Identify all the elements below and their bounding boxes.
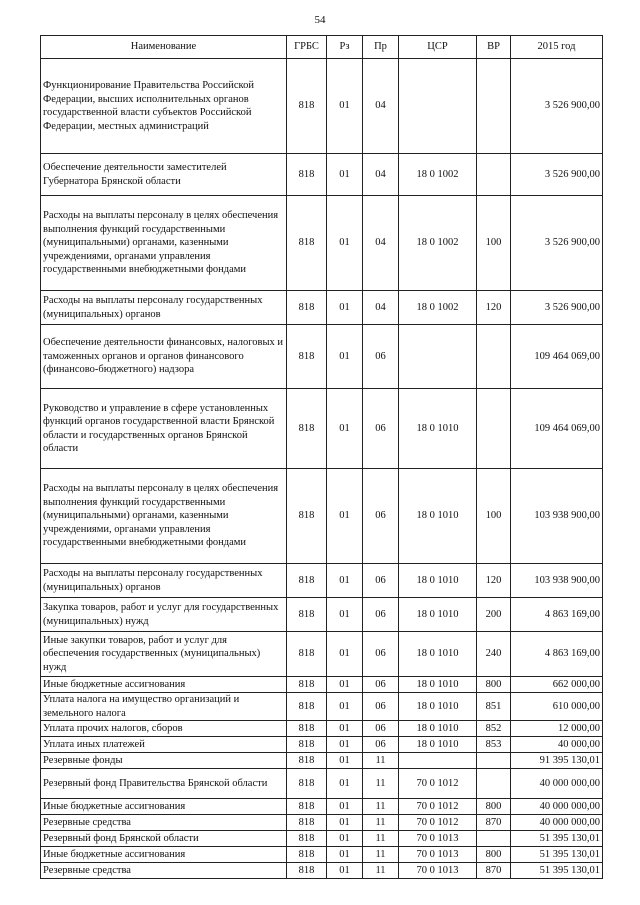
row-sum: 109 464 069,00 (511, 325, 603, 389)
table-row (41, 154, 603, 196)
table-row (41, 737, 603, 753)
row-vr: 870 (477, 863, 511, 879)
row-name: Расходы на выплаты персоналу государственных (муниципальных) органов (41, 291, 287, 325)
row-csr: 70 0 1013 (399, 847, 477, 863)
row-rz: 01 (327, 815, 363, 831)
row-pr: 06 (363, 564, 399, 598)
row-name: Резервные средства (41, 815, 287, 831)
row-rz: 01 (327, 564, 363, 598)
row-vr: 800 (477, 677, 511, 693)
row-vr: 853 (477, 737, 511, 753)
row-rz: 01 (327, 769, 363, 799)
table-row (41, 389, 603, 469)
row-rz: 01 (327, 291, 363, 325)
row-csr: 18 0 1010 (399, 632, 477, 677)
row-rz: 01 (327, 847, 363, 863)
row-vr (477, 753, 511, 769)
row-csr: 18 0 1010 (399, 677, 477, 693)
row-sum: 103 938 900,00 (511, 469, 603, 564)
row-rz: 01 (327, 721, 363, 737)
row-sum: 610 000,00 (511, 693, 603, 721)
row-sum: 40 000,00 (511, 737, 603, 753)
row-rz: 01 (327, 831, 363, 847)
table-row (41, 863, 603, 879)
row-pr: 04 (363, 59, 399, 154)
row-grbs: 818 (287, 847, 327, 863)
row-rz: 01 (327, 598, 363, 632)
row-pr: 06 (363, 737, 399, 753)
row-vr (477, 389, 511, 469)
row-csr: 18 0 1002 (399, 291, 477, 325)
row-grbs: 818 (287, 154, 327, 196)
row-sum: 40 000 000,00 (511, 799, 603, 815)
row-rz: 01 (327, 677, 363, 693)
row-csr (399, 59, 477, 154)
row-csr: 18 0 1010 (399, 693, 477, 721)
row-pr: 11 (363, 753, 399, 769)
row-rz: 01 (327, 469, 363, 564)
row-rz: 01 (327, 389, 363, 469)
row-pr: 11 (363, 815, 399, 831)
row-grbs: 818 (287, 564, 327, 598)
row-csr: 18 0 1010 (399, 564, 477, 598)
row-grbs: 818 (287, 737, 327, 753)
row-vr: 851 (477, 693, 511, 721)
row-vr (477, 831, 511, 847)
row-grbs: 818 (287, 325, 327, 389)
row-vr: 100 (477, 196, 511, 291)
row-csr: 70 0 1013 (399, 863, 477, 879)
row-vr: 870 (477, 815, 511, 831)
row-grbs: 818 (287, 677, 327, 693)
table-row (41, 291, 603, 325)
row-grbs: 818 (287, 721, 327, 737)
row-sum: 51 395 130,01 (511, 863, 603, 879)
row-csr: 70 0 1012 (399, 815, 477, 831)
row-grbs: 818 (287, 59, 327, 154)
header-rz: Рз (327, 36, 363, 59)
header-csr: ЦСР (399, 36, 477, 59)
row-rz: 01 (327, 632, 363, 677)
row-rz: 01 (327, 154, 363, 196)
row-csr: 18 0 1010 (399, 737, 477, 753)
row-sum: 4 863 169,00 (511, 632, 603, 677)
row-pr: 06 (363, 469, 399, 564)
table-row (41, 753, 603, 769)
table-header-row (41, 36, 603, 59)
row-rz: 01 (327, 59, 363, 154)
row-vr: 800 (477, 799, 511, 815)
row-sum: 3 526 900,00 (511, 196, 603, 291)
row-name: Закупка товаров, работ и услуг для государственных (муниципальных) нужд (41, 598, 287, 632)
row-pr: 06 (363, 693, 399, 721)
row-grbs: 818 (287, 389, 327, 469)
row-csr: 18 0 1010 (399, 598, 477, 632)
row-vr: 852 (477, 721, 511, 737)
row-grbs: 818 (287, 693, 327, 721)
row-name: Резервный фонд Правительства Брянской области (41, 769, 287, 799)
row-pr: 06 (363, 389, 399, 469)
row-pr: 06 (363, 721, 399, 737)
row-grbs: 818 (287, 598, 327, 632)
row-csr: 18 0 1002 (399, 154, 477, 196)
row-name: Уплата налога на имущество организаций и земельного налога (41, 693, 287, 721)
row-pr: 06 (363, 632, 399, 677)
header-name: Наименование (41, 36, 287, 59)
row-pr: 04 (363, 291, 399, 325)
row-rz: 01 (327, 753, 363, 769)
row-pr: 06 (363, 677, 399, 693)
row-name: Уплата прочих налогов, сборов (41, 721, 287, 737)
row-grbs: 818 (287, 196, 327, 291)
row-rz: 01 (327, 863, 363, 879)
row-sum: 103 938 900,00 (511, 564, 603, 598)
row-name: Руководство и управление в сфере установленных функций органов государственной власти Брянской области и государственных органов Брянской области (41, 389, 287, 469)
row-pr: 11 (363, 769, 399, 799)
row-csr (399, 325, 477, 389)
row-vr (477, 59, 511, 154)
header-vr: ВР (477, 36, 511, 59)
row-vr: 100 (477, 469, 511, 564)
table-row (41, 469, 603, 564)
row-pr: 04 (363, 154, 399, 196)
table-row (41, 815, 603, 831)
row-sum: 91 395 130,01 (511, 753, 603, 769)
row-name: Иные бюджетные ассигнования (41, 799, 287, 815)
row-rz: 01 (327, 693, 363, 721)
header-year: 2015 год (511, 36, 603, 59)
header-pr: Пр (363, 36, 399, 59)
table-row (41, 677, 603, 693)
row-vr: 120 (477, 564, 511, 598)
header-grbs: ГРБС (287, 36, 327, 59)
row-rz: 01 (327, 325, 363, 389)
row-pr: 06 (363, 598, 399, 632)
row-vr: 240 (477, 632, 511, 677)
table-row (41, 59, 603, 154)
row-csr: 70 0 1012 (399, 769, 477, 799)
table-row (41, 799, 603, 815)
row-name: Уплата иных платежей (41, 737, 287, 753)
row-vr (477, 154, 511, 196)
budget-table (40, 35, 603, 879)
row-csr (399, 753, 477, 769)
table-row (41, 721, 603, 737)
row-sum: 51 395 130,01 (511, 831, 603, 847)
row-name: Резервные фонды (41, 753, 287, 769)
row-csr: 18 0 1010 (399, 721, 477, 737)
row-vr (477, 769, 511, 799)
row-name: Обеспечение деятельности финансовых, налоговых и таможенных органов и органов финансового (финансово-бюджетного) надзора (41, 325, 287, 389)
row-grbs: 818 (287, 863, 327, 879)
row-csr: 18 0 1002 (399, 196, 477, 291)
row-sum: 12 000,00 (511, 721, 603, 737)
row-grbs: 818 (287, 769, 327, 799)
table-row (41, 693, 603, 721)
row-rz: 01 (327, 196, 363, 291)
row-pr: 11 (363, 847, 399, 863)
table-row (41, 632, 603, 677)
row-pr: 11 (363, 831, 399, 847)
row-grbs: 818 (287, 291, 327, 325)
row-sum: 3 526 900,00 (511, 291, 603, 325)
row-pr: 06 (363, 325, 399, 389)
row-rz: 01 (327, 737, 363, 753)
table-row (41, 325, 603, 389)
row-name: Иные закупки товаров, работ и услуг для обеспечения государственных (муниципальных) нужд (41, 632, 287, 677)
row-rz: 01 (327, 799, 363, 815)
row-vr: 800 (477, 847, 511, 863)
page-number: 54 (314, 14, 326, 26)
row-name: Обеспечение деятельности заместителей Губернатора Брянской области (41, 154, 287, 196)
row-sum: 3 526 900,00 (511, 59, 603, 154)
row-name: Иные бюджетные ассигнования (41, 677, 287, 693)
row-name: Резервные средства (41, 863, 287, 879)
row-vr (477, 325, 511, 389)
table-row (41, 564, 603, 598)
row-sum: 3 526 900,00 (511, 154, 603, 196)
row-name: Расходы на выплаты персоналу государственных (муниципальных) органов (41, 564, 287, 598)
row-grbs: 818 (287, 753, 327, 769)
row-csr: 18 0 1010 (399, 469, 477, 564)
row-sum: 662 000,00 (511, 677, 603, 693)
row-csr: 70 0 1013 (399, 831, 477, 847)
row-sum: 51 395 130,01 (511, 847, 603, 863)
row-pr: 04 (363, 196, 399, 291)
row-name: Функционирование Правительства Российской Федерации, высших исполнительных органов государственной власти субъектов Российской Федерации, местных администраций (41, 59, 287, 154)
row-csr: 70 0 1012 (399, 799, 477, 815)
row-grbs: 818 (287, 799, 327, 815)
row-sum: 40 000 000,00 (511, 815, 603, 831)
row-pr: 11 (363, 799, 399, 815)
table-row (41, 598, 603, 632)
row-name: Расходы на выплаты персоналу в целях обеспечения выполнения функций государственными (муниципальными) органами, казенными учреждениями, органами управления государственными внебюджетными фондами (41, 196, 287, 291)
table-row (41, 196, 603, 291)
row-sum: 40 000 000,00 (511, 769, 603, 799)
row-grbs: 818 (287, 632, 327, 677)
row-grbs: 818 (287, 831, 327, 847)
row-name: Иные бюджетные ассигнования (41, 847, 287, 863)
row-grbs: 818 (287, 469, 327, 564)
row-grbs: 818 (287, 815, 327, 831)
table-row (41, 847, 603, 863)
row-name: Расходы на выплаты персоналу в целях обеспечения выполнения функций государственными (муниципальными) органами, казенными учреждениями, органами управления государственными внебюджетными фондами (41, 469, 287, 564)
row-pr: 11 (363, 863, 399, 879)
row-sum: 109 464 069,00 (511, 389, 603, 469)
table-row (41, 769, 603, 799)
row-vr: 200 (477, 598, 511, 632)
row-csr: 18 0 1010 (399, 389, 477, 469)
table-row (41, 831, 603, 847)
row-sum: 4 863 169,00 (511, 598, 603, 632)
row-name: Резервный фонд Брянской области (41, 831, 287, 847)
row-vr: 120 (477, 291, 511, 325)
